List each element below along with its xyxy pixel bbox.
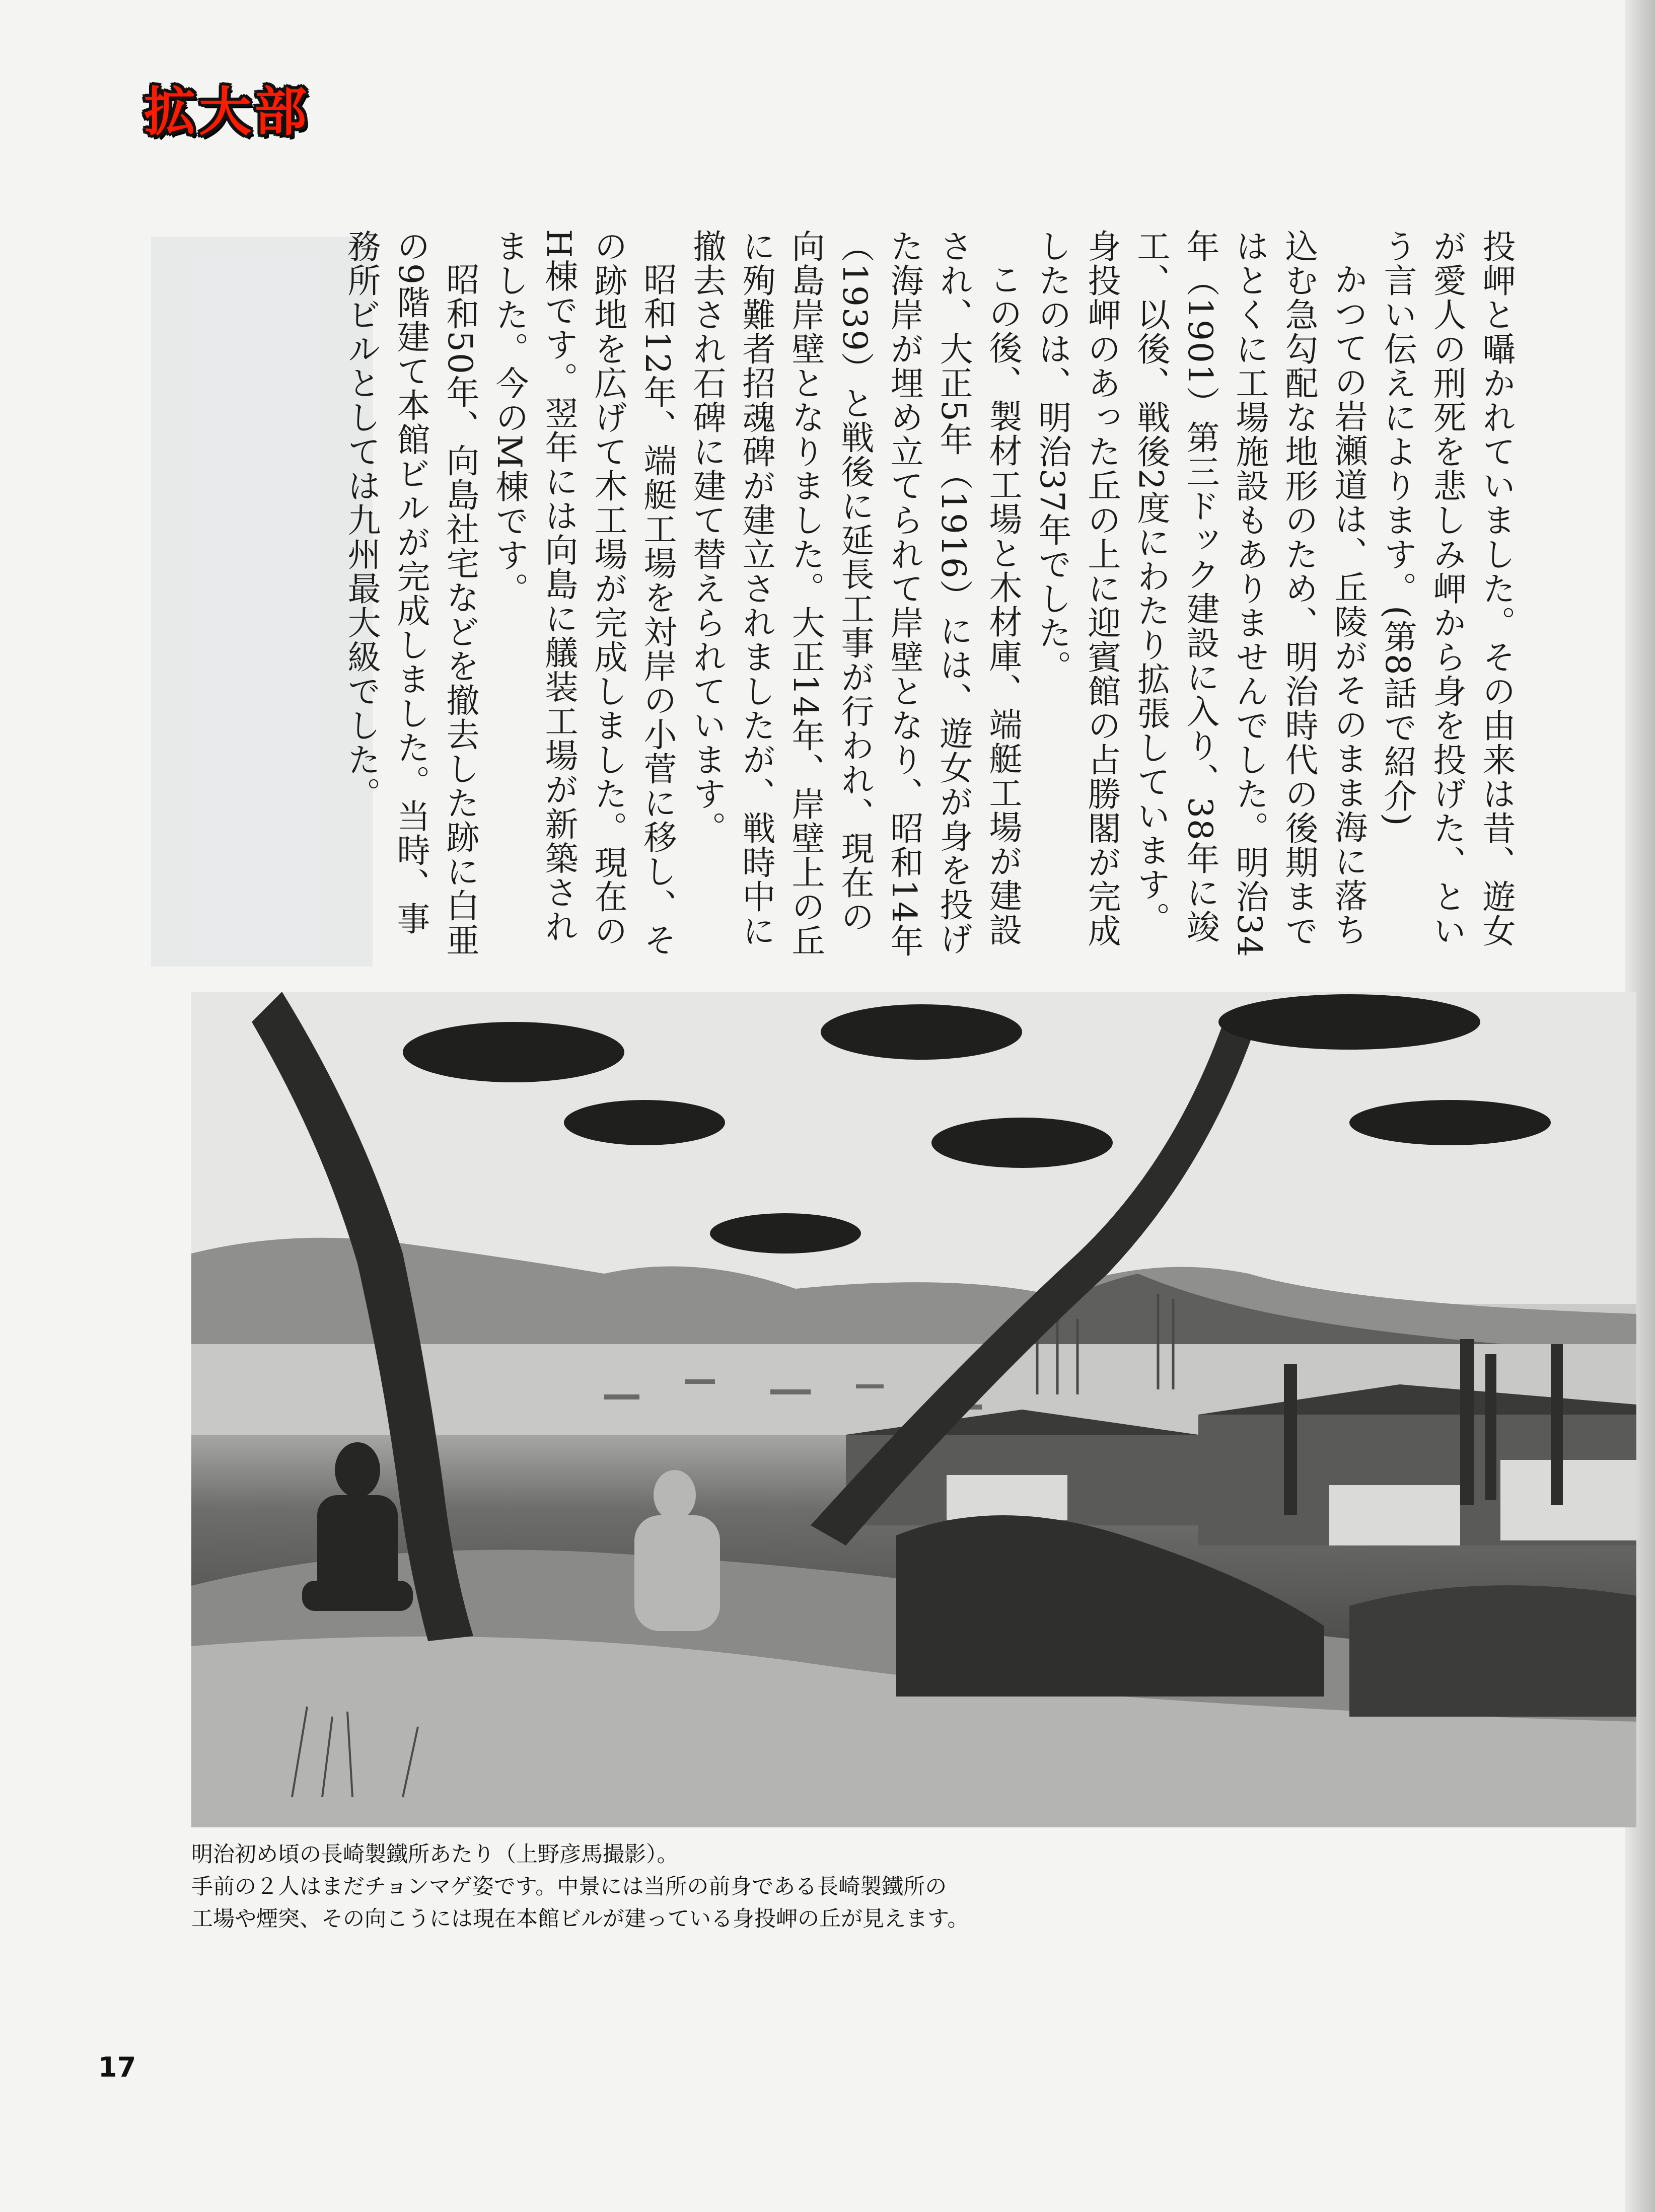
historic-photo-nagasaki-ironworks	[191, 992, 1636, 1827]
vertical-body-text	[181, 229, 1521, 964]
caption-line-1: 明治初め頃の長崎製鐵所あたり（上野彦馬撮影）。	[191, 1842, 679, 1867]
paragraph-3: この後、製材工場と木材庫、端艇工場が建設され、大正5年（1916）には、遊女が身を投げた海岸が埋め立てられて岸壁となり、昭和14年（1939）と戦後に延長工事が行われ、現在の向島岸壁となりました。大正14年、岸壁上の丘に殉難者招魂碑が建立されましたが、戦時中に撤去され石碑に建て替えられています。	[687, 229, 1022, 958]
enlarged-section-badge: 拡大部	[143, 81, 310, 142]
photo-illustration	[191, 992, 1636, 1827]
page-number: 17	[98, 2051, 136, 2083]
photo-caption	[191, 1838, 1349, 1935]
paragraph-4: 昭和12年、端艇工場を対岸の小菅に移し、その跡地を広げて木工場が完成しました。現在のH棟です。翌年には向島に艤装工場が新築されました。今のM棟です。	[490, 229, 677, 957]
caption-line-3: 工場や煙突、その向こうには現在本館ビルが建っている身投岬の丘が見えます。	[191, 1906, 969, 1932]
paragraph-5: 昭和50年、向島社宅などを撤去した跡に白亜の9階建て本館ビルが完成しました。当時、事務所ビルとしては九州最大級でした。	[342, 229, 479, 957]
paragraph-1: 投岬と囁かれていました。その由来は昔、遊女が愛人の刑死を悲しみ岬から身を投げた、という言い伝えによります。(第8話で紹介)	[1378, 229, 1516, 948]
paragraph-2: かつての岩瀬道は、丘陵がそのまま海に落ち込む急勾配な地形のため、明治時代の後期まではとくに工場施設もありませんでした。明治34年（1901）第三ドック建設に入り、38年に竣工、以後、戦後2度にわたり拡張しています。身投岬のあった丘の上に迎賓館の占勝閣が完成したのは、明治37年でした。	[1033, 229, 1368, 958]
caption-line-2: 手前の２人はまだチョンマゲ姿です。中景には当所の前身である長崎製鐵所の	[191, 1874, 947, 1899]
